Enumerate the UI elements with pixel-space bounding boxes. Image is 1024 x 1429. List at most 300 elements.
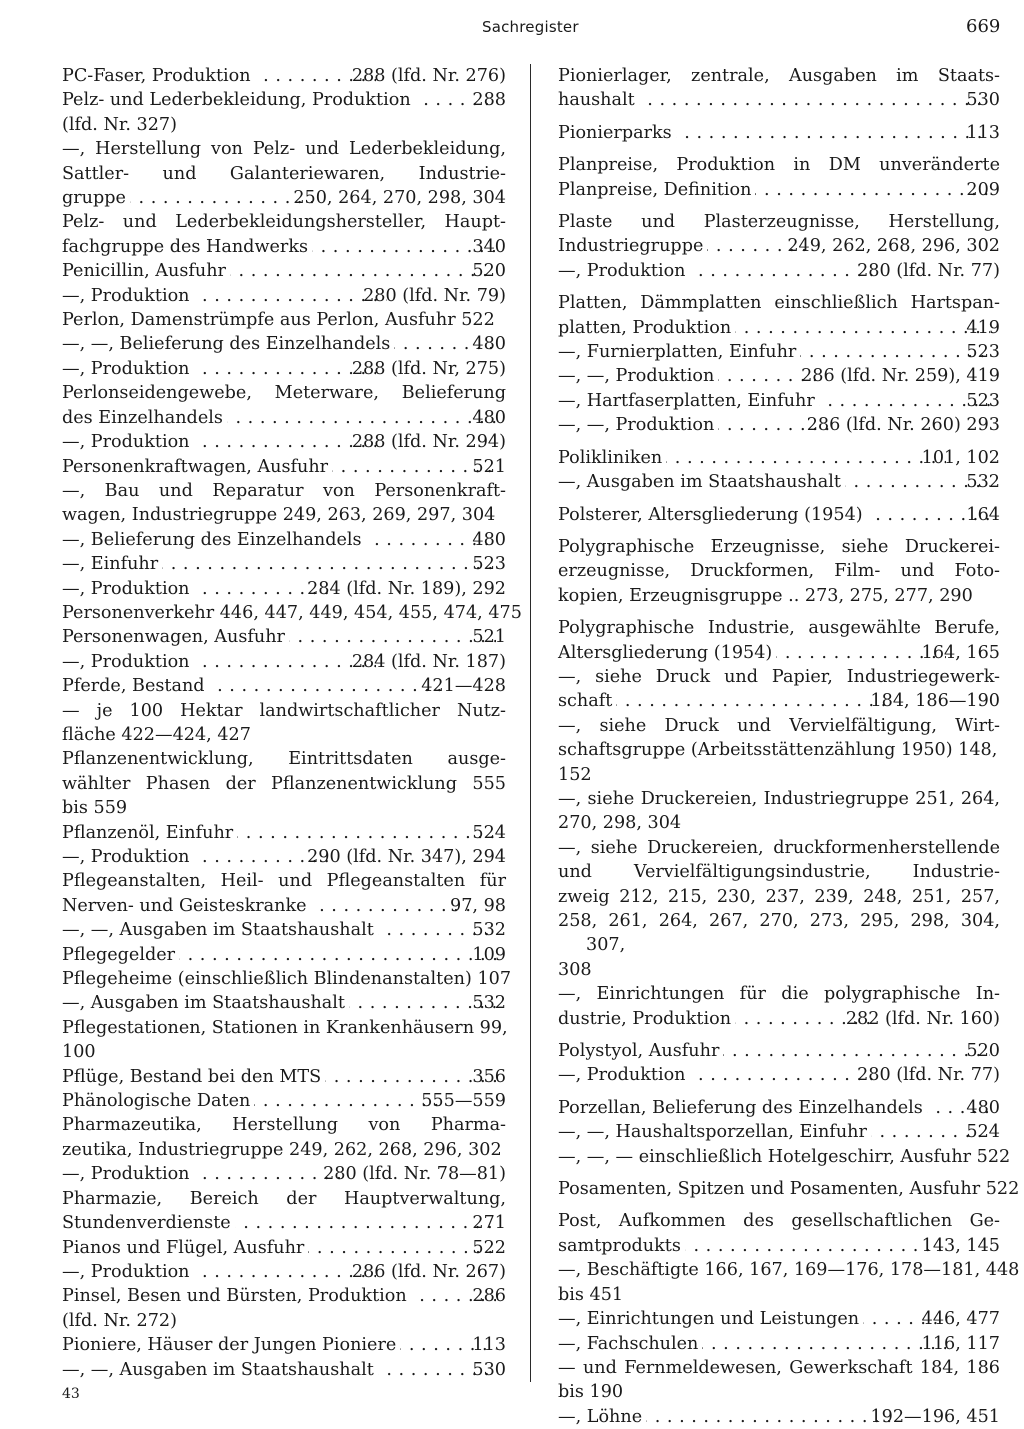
entry-term: —, Fachschulen [558,1333,699,1354]
index-line [558,389,1000,413]
page-reference: 286 (lfd. Nr. 267) [351,1261,506,1282]
running-head: Sachregister [482,18,579,36]
index-entry [558,836,1000,982]
page-reference: 446, 477 [921,1309,1000,1330]
index-line [558,234,1000,258]
page-reference: 480 [966,1097,1000,1118]
page-reference: 116, 117 [921,1333,1000,1354]
index-entry [558,291,1000,340]
entry-term: —, Ausgaben im Staatshaushalt [558,472,841,493]
index-entry [62,1260,506,1284]
page-reference: 280 (lfd. Nr. 77) [857,1065,1000,1086]
entry-term: Polystyol, Ausfuhr [558,1041,720,1062]
entry-term: Pflegegelder [62,944,176,965]
index-line [62,430,506,454]
index-entry [62,430,506,454]
index-entry [62,1065,506,1089]
index-line: wählter Phasen der Pflanzenentwicklung 555 [62,773,506,794]
index-line [558,178,1000,202]
index-entry [558,665,1000,714]
dot-leader [289,625,496,649]
index-entry [558,787,1000,836]
page-reference: 109 [472,944,506,965]
index-line: 270, 298, 304 [558,813,682,834]
page-reference: 250, 264, 270, 298, 304 [293,188,506,209]
page-reference: 288 (lfd. Nr. 294) [351,432,506,453]
index-line: —, Herstellung von Pelz- und Lederbekleidung, [62,139,506,160]
dot-leader [227,406,497,430]
dot-leader [312,235,496,259]
index-line: Perlonseidengewebe, Meterware, Belieferung [62,383,506,404]
index-line [62,1333,506,1357]
page-reference: 520 [966,1041,1000,1062]
index-line [62,528,506,552]
index-line: (lfd. Nr. 272) [62,1310,177,1331]
index-line: fläche 422—424, 427 [62,724,251,745]
index-entry [62,821,506,845]
index-line [558,1332,1000,1356]
index-line [62,552,506,576]
index-line: Personenverkehr 446, 447, 449, 454, 455, 474, 475 [62,602,522,623]
index-line: —, Beschäftigte 166, 167, 169—176, 178—181, 448 [558,1260,1020,1281]
signature-mark: 43 [62,1386,80,1402]
page-reference: 290 (lfd. Nr. 347), 294 [307,847,506,867]
index-line [558,1096,1000,1120]
index-entry [558,153,1000,202]
dot-leader [194,357,376,381]
index-entry [62,455,506,479]
entry-term: Pioniere, Häuser der Jungen Pioniere [62,1335,397,1356]
index-entry [62,479,506,528]
index-entry [558,210,1000,259]
index-line [558,1039,1000,1063]
index-entry [62,943,506,967]
entry-term: Personenwagen, Ausfuhr [62,627,285,648]
index-line [62,1162,506,1186]
index-line [62,625,506,649]
index-line: erzeugnisse, Druckformen, Film- und Foto- [558,561,1000,582]
entry-term: schaft [558,691,613,712]
dot-leader [194,430,376,454]
page-reference: 523 [966,390,1000,411]
index-entry [558,982,1000,1031]
page-reference: 282 (lfd. Nr. 160) [845,1008,1000,1029]
entry-term: Pinsel, Besen und Bürsten, Produktion [62,1286,407,1307]
entry-term: Planpreise, Definition [558,179,752,200]
index-line [558,1063,1000,1087]
page-reference: 288 [472,90,506,111]
page-reference: 113 [966,122,1000,143]
dot-leader [723,1039,990,1063]
index-column-right [558,64,1020,1429]
page-reference: 532 [966,472,1000,493]
dot-leader [254,1089,445,1113]
index-entry [558,1063,1000,1087]
index-line [558,446,1000,470]
index-entry [62,1089,506,1113]
index-line: — und Fernmeldewesen, Gewerkschaft 184, 186 [558,1357,1000,1378]
page-reference: 523 [472,554,506,575]
page-reference: 113 [472,1335,506,1356]
index-entry [558,1356,1000,1405]
entry-term: fachgruppe des Handwerks [62,236,309,257]
index-line: —, —, — einschließlich Hotelgeschirr, Ausfuhr 522 [558,1146,1011,1167]
index-line [62,88,506,112]
entry-term: Phänologische Daten [62,1091,251,1112]
index-entry [558,1120,1000,1144]
index-line: Post, Aufkommen des gesellschaftlichen Ge- [558,1211,1000,1232]
entry-term: —, Produktion [558,260,686,281]
index-entry [62,625,506,649]
index-entry [558,503,1000,527]
index-line [558,88,1000,112]
entry-term: —, Produktion [62,1261,190,1282]
page-reference: 421—428 [421,676,506,697]
index-line: bis 451 [558,1284,624,1305]
index-line: und Vervielfältigungsindustrie, Industrie- [558,862,1000,883]
page-reference: 524 [966,1122,1000,1143]
dot-leader [819,389,991,413]
index-line: bis 190 [558,1382,624,1403]
index-entry [558,1209,1000,1258]
dot-leader [209,674,446,698]
page-header [0,14,1024,44]
index-entry [62,577,506,601]
index-line [62,1089,506,1113]
index-line [558,689,1000,713]
entry-term: —, —, Haushaltsporzellan, Einfuhr [558,1122,867,1143]
index-line [62,991,506,1015]
entry-term: Pferde, Bestand [62,676,205,697]
entry-term: platten, Produktion [558,317,732,338]
index-line [62,650,506,674]
page-reference: 520 [472,261,506,282]
index-line: 308 [558,959,592,980]
index-line: Pflanzenentwicklung, Eintrittsdaten ausge- [62,749,506,770]
page-reference: 530 [472,1359,506,1380]
index-line [62,845,506,869]
entry-term: —, Ausgaben im Staatshaushalt [62,993,345,1014]
index-entry [62,1016,506,1065]
index-line [62,1260,506,1284]
dot-leader [162,552,496,576]
entry-term: Pflanzenöl, Einfuhr [62,822,234,843]
index-entry [558,446,1000,470]
page-reference: 143, 145 [921,1235,1000,1256]
entry-term: —, Einrichtungen und Leistungen [558,1309,860,1330]
index-entry [62,64,506,88]
index-entry [62,1236,506,1260]
page-reference: 532 [472,920,506,941]
index-entry [558,1096,1000,1120]
page-reference: 356 [472,1066,506,1087]
index-line [62,284,506,308]
index-line: Polygraphische Industrie, ausgewählte Berufe, [558,618,1000,639]
index-line: 152 [558,764,592,785]
index-line: —, siehe Druck und Papier, Industriegewerk- [558,666,1000,687]
index-entry [62,259,506,283]
index-line [62,821,506,845]
index-entry [62,1162,506,1186]
page-reference: 340 [472,236,506,257]
dot-leader [616,689,894,713]
index-line: —, siehe Druckereien, druckformenherstellende [558,837,1000,858]
dot-leader [755,178,990,202]
index-line [62,1284,506,1308]
index-line [62,1358,506,1382]
index-line [558,413,1000,437]
page-reference: 530 [966,90,1000,111]
entry-term: —, Produktion [62,651,190,672]
entry-term: —, Löhne [558,1406,643,1427]
index-entry [558,1039,1000,1063]
entry-term: Polikliniken [558,447,663,468]
page-reference: 286 [472,1286,506,1307]
index-line: zweig 212, 215, 230, 237, 239, 248, 251, 257, [558,886,1000,907]
index-line [62,64,506,88]
index-line: Pharmazeutika, Herstellung von Pharma- [62,1115,506,1136]
index-column-left [62,64,522,1382]
entry-term: —, Produktion [62,578,190,599]
index-entry [62,137,506,210]
index-entry [558,1332,1000,1356]
index-entry [558,1307,1000,1331]
index-line: zeutika, Industriegruppe 249, 262, 268, 296, 302 [62,1139,502,1160]
index-entry [558,340,1000,364]
entry-term: Stundenverdienste [62,1213,231,1234]
page-reference: 521 [472,456,506,477]
index-entry [62,1333,506,1357]
index-entry [62,991,506,1015]
page-reference: 288 (lfd. Nr. 276) [351,66,506,86]
index-line: kopien, Erzeugnisgruppe .. 273, 275, 277, 290 [558,585,973,606]
index-line [558,1307,1000,1331]
index-entry [62,869,506,918]
index-entry [558,121,1000,145]
entry-term: Polsterer, Altersgliederung (1954) [558,504,863,525]
index-line: —, siehe Druckereien, Industriegruppe 251, 264, [558,788,1000,809]
index-line [558,259,1000,283]
entry-term: samtprodukts [558,1235,681,1256]
index-entry [62,528,506,552]
index-line: Pflegestationen, Stationen in Krankenhäusern 99, [62,1017,508,1038]
index-line [62,1236,506,1260]
index-line: wagen, Industriegruppe 249, 263, 269, 297, 304 [62,505,496,526]
entry-term: —, Einfuhr [62,554,159,575]
index-entry [558,616,1000,665]
page-reference: 164, 165 [921,642,1000,663]
index-line: Pelz- und Lederbekleidungshersteller, Haupt- [62,212,506,233]
index-line [558,364,1000,388]
index-line [558,340,1000,364]
index-entry [62,699,506,748]
page-reference: 284 (lfd. Nr. 187) [351,651,506,672]
index-entry [558,470,1000,494]
entry-term: Pionierparks [558,122,672,143]
index-entry [62,650,506,674]
page-reference: 419 [966,317,1000,338]
index-entry [558,535,1000,608]
dot-leader [776,641,945,665]
index-line [558,316,1000,340]
index-line: Posamenten, Spitzen und Posamenten, Ausfuhr 522 [558,1179,1020,1200]
index-entry [558,1405,1000,1429]
index-line: Pharmazie, Bereich der Hauptverwaltung, [62,1188,506,1209]
index-entry [62,357,506,381]
page-reference: 280 (lfd. Nr. 78—81) [323,1164,506,1185]
index-entry [558,1258,1020,1307]
page-reference: 480 [472,334,506,355]
dot-leader [325,1065,496,1089]
index-line: 100 [62,1042,96,1063]
page-reference: 101, 102 [921,447,1000,468]
index-line: —, Bau und Reparatur von Personenkraft- [62,480,506,501]
index-line [558,1007,1000,1031]
index-line [558,641,1000,665]
index-line [62,894,506,918]
page-reference: 523 [966,342,1000,363]
dot-leader [690,1063,882,1087]
index-entry [62,1113,506,1162]
entry-term: Nerven- und Geisteskranke [62,895,307,916]
index-line [62,1211,506,1235]
entry-term: Pelz- und Lederbekleidung, Produktion [62,90,411,111]
page-reference: 286 (lfd. Nr. 259), 419 [801,366,1000,387]
entry-term: —, —, Ausgaben im Staatshaushalt [62,920,374,941]
dot-leader [702,1332,945,1356]
entry-term: Industriegruppe [558,236,704,257]
index-line: Platten, Dämmplatten einschließlich Hartspan- [558,293,1000,314]
index-entry [558,714,1000,787]
page-reference: 555—559 [421,1091,506,1112]
index-line [62,1065,506,1089]
entry-term: —, —, Ausgaben im Staatshaushalt [62,1359,374,1380]
entry-term: —, —, Belieferung des Einzelhandels [62,334,391,355]
index-line [62,406,506,430]
page-reference: 280 (lfd. Nr. 79) [363,285,506,306]
entry-term: —, Hartfaserplatten, Einfuhr [558,390,815,411]
entry-term: des Einzelhandels [62,407,223,428]
index-line: Pionierlager, zentrale, Ausgaben im Staats- [558,66,1000,86]
dot-leader [646,1405,894,1429]
entry-term: —, Produktion [62,285,190,306]
index-line [558,1405,1000,1429]
index-line [62,259,506,283]
dot-leader [194,650,376,674]
page-reference: 480 [472,529,506,550]
index-line: —, siehe Druck und Vervielfältigung, Wirt- [558,715,1000,736]
index-line: (lfd. Nr. 327) [62,114,177,135]
index-entry [62,1284,506,1333]
index-entry [62,845,506,869]
page-reference: 532 [472,993,506,1014]
index-entry [62,552,506,576]
index-entry [558,1177,1020,1201]
page-reference: 164 [966,504,1000,525]
page-reference: 284 (lfd. Nr. 189), 292 [307,578,506,599]
entry-term: —, Produktion [62,358,190,379]
index-line: 258, 261, 264, 267, 270, 273, 295, 298, 304, 307, [558,911,1000,956]
index-line [558,1120,1000,1144]
index-entry [62,747,506,820]
index-entry [558,259,1000,283]
page-reference: 286 (lfd. Nr. 260) 293 [806,415,1000,436]
index-entry [558,64,1000,113]
index-line [62,918,506,942]
page-reference: 522 [472,1237,506,1258]
page-reference: 97, 98 [450,895,506,916]
dot-leader [690,259,882,283]
index-line: — je 100 Hektar landwirtschaftlicher Nutz- [62,700,506,721]
page-reference: 192—196, 451 [870,1406,1000,1427]
index-line: Polygraphische Erzeugnisse, siehe Druckerei- [558,536,1000,557]
entry-term: —, —, Produktion [558,415,715,436]
index-entry [558,1145,1011,1169]
entry-term: —, Produktion [558,1065,686,1086]
entry-term: —, Produktion [62,1164,190,1185]
index-line: schaftsgruppe (Arbeitsstättenzählung 1950) 148, [558,740,998,761]
index-line [558,503,1000,527]
index-line: Pflegeheime (einschließlich Blindenanstalten) 107 [62,969,512,990]
dot-leader [179,943,496,967]
entry-term: Porzellan, Belieferung des Einzelhandels [558,1097,923,1118]
dot-leader [676,121,991,145]
page-reference: 480 [472,407,506,428]
index-entry [62,88,506,137]
page-reference: 209 [966,179,1000,200]
index-line [62,577,506,601]
entry-term: Altersgliederung (1954) [558,642,773,663]
entry-term: haushalt [558,90,635,111]
dot-leader [639,88,991,112]
page-reference: 524 [472,822,506,843]
dot-leader [735,316,990,340]
dot-leader [308,1236,496,1260]
page-reference: 184, 186—190 [870,691,1000,712]
index-entry [62,967,512,991]
entry-term: —, Produktion [62,847,190,867]
index-line [62,674,506,698]
index-entry [558,413,1000,437]
page-reference: 249, 262, 268, 296, 302 [787,236,1000,257]
entry-term: Pflüge, Bestand bei den MTS [62,1066,322,1087]
index-line: Pflegeanstalten, Heil- und Pflegeanstalten für [62,871,506,892]
index-entry [558,389,1000,413]
column-divider [530,64,531,1382]
page-number: 669 [966,16,1001,37]
page-reference: 271 [472,1213,506,1234]
dot-leader [237,821,496,845]
entry-term: PC-Faser, Produktion [62,66,251,86]
entry-term: Pianos und Flügel, Ausfuhr [62,1237,305,1258]
index-line [62,186,506,210]
index-entry [62,210,506,259]
page-reference: 288 (lfd. Nr, 275) [351,358,506,379]
entry-term: dustrie, Produktion [558,1008,732,1029]
index-line [62,943,506,967]
index-line: Plaste und Plasterzeugnisse, Herstellung, [558,212,1000,233]
page-reference: 521 [472,627,506,648]
entry-term: —, Furnierplatten, Einfuhr [558,342,797,363]
index-entry [62,1358,506,1382]
dot-leader [685,1234,946,1258]
entry-term: —, —, Produktion [558,366,715,387]
index-line: Perlon, Damenstrümpfe aus Perlon, Ausfuhr 522 [62,310,495,331]
index-line [558,1234,1000,1258]
index-entry [62,918,506,942]
dot-leader [235,1211,497,1235]
index-entry [62,332,506,356]
